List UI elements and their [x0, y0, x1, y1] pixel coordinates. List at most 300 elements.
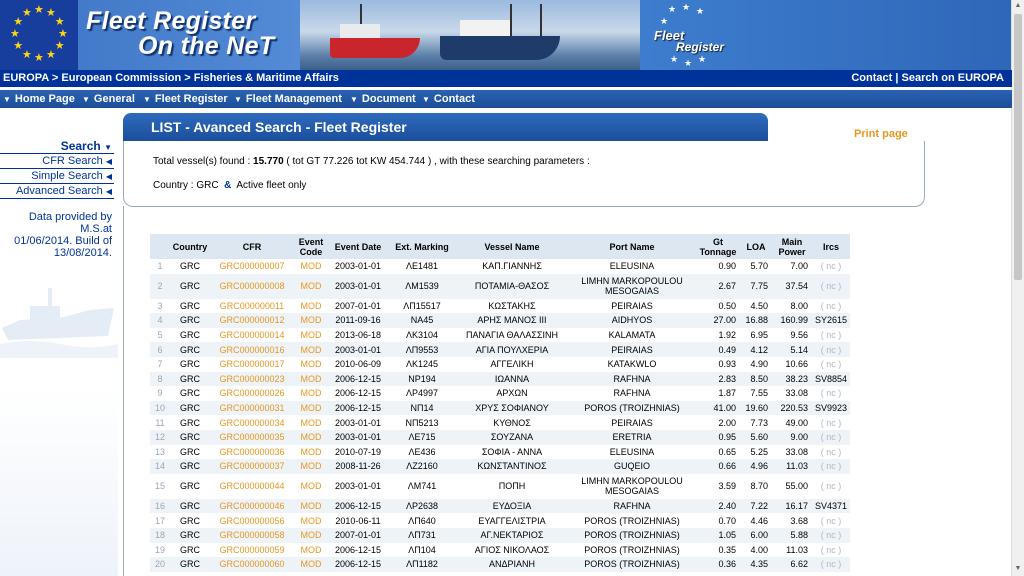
column-header: Ircs: [812, 234, 850, 259]
nav-general[interactable]: [82, 90, 135, 109]
row-number: 20: [150, 557, 170, 572]
table-cell: ΣΟΥΖΑΝΑ: [456, 430, 568, 445]
row-number: 12: [150, 430, 170, 445]
table-cell: ΠΟΠΗ: [498, 481, 526, 492]
table-cell: ΣΟΦΙΑ - ΑΝΝΑ: [481, 446, 543, 457]
event-code-link[interactable]: MOD: [300, 544, 322, 555]
table-cell: 0.70: [718, 515, 736, 526]
table-cell: 41.00: [696, 401, 740, 416]
table-cell: ( nc ): [820, 388, 842, 399]
fleet-logo-text: Fleet: [654, 28, 685, 43]
eu-star-icon: ★: [22, 7, 32, 20]
banner-title-line2: On the NeT: [138, 32, 275, 60]
table-cell: SV9923: [812, 401, 850, 416]
print-page-link[interactable]: Print page: [854, 128, 908, 140]
scroll-up-icon[interactable]: ▲: [1014, 2, 1022, 9]
table-row: [150, 415, 850, 430]
row-number: 8: [150, 372, 170, 387]
table-cell: 5.60: [740, 430, 772, 445]
breadcrumb-europa[interactable]: EUROPA: [3, 72, 49, 84]
table-row: [150, 357, 850, 372]
event-code-link[interactable]: MOD: [294, 313, 328, 328]
sidebar-item-label: Advanced Search: [15, 185, 103, 197]
star-icon: ★: [684, 58, 693, 68]
eu-star-icon: ★: [13, 40, 24, 52]
column-header: Ext. Marking: [388, 234, 456, 259]
table-cell: GRC: [170, 401, 210, 416]
table-cell: ERETRIA: [568, 430, 696, 445]
table-cell: POROS (TROIZHNIAS): [584, 515, 680, 526]
search-summary: [123, 141, 925, 207]
table-cell: ΛΜ1539: [388, 274, 456, 299]
table-cell: GRC: [170, 557, 210, 572]
table-cell: 0.50: [718, 300, 736, 311]
table-cell: AIDHYOS: [568, 313, 696, 328]
row-number: 6: [150, 342, 170, 357]
column-header: Port Name: [568, 234, 696, 259]
table-cell: 8.00: [790, 300, 808, 311]
table-cell: ( nc ): [820, 300, 842, 311]
table-cell: 2.00: [718, 417, 736, 428]
table-cell: 2003-01-01: [328, 430, 388, 445]
table-cell: GRC: [180, 515, 200, 526]
table-cell: ΚΩΝΣΤΑΝΤΙΝΟΣ: [456, 459, 568, 474]
event-code-link[interactable]: MOD: [300, 300, 322, 311]
cfr-link[interactable]: GRC000000035: [210, 430, 294, 445]
menu-arrow-icon: ▼: [234, 95, 242, 104]
table-cell: ( nc ): [820, 330, 842, 341]
cfr-link[interactable]: GRC000000058: [210, 528, 294, 543]
cfr-link[interactable]: GRC000000008: [210, 274, 294, 299]
table-cell: 33.08: [785, 446, 808, 457]
cfr-link[interactable]: GRC000000026: [219, 388, 285, 399]
cfr-link[interactable]: GRC000000016: [210, 342, 294, 357]
row-number: 4: [150, 313, 170, 328]
table-cell: 2006-12-15: [334, 388, 382, 399]
eu-star-icon: ★: [34, 52, 44, 64]
table-cell: 4.46: [750, 515, 768, 526]
table-cell: GRC: [180, 388, 200, 399]
breadcrumb-sep: >: [184, 72, 191, 84]
table-cell: ( nc ): [812, 557, 850, 572]
table-cell: ( nc ): [812, 528, 850, 543]
breadcrumb: [3, 70, 339, 87]
param-country: Country : GRC: [153, 180, 219, 191]
table-cell: POROS (TROIZHNIAS): [568, 401, 696, 416]
table-cell: ( nc ): [812, 342, 850, 357]
table-cell: 6.00: [740, 528, 772, 543]
table-cell: PEIRAIAS: [611, 300, 653, 311]
event-code-link[interactable]: MOD: [294, 557, 328, 572]
table-cell: 49.00: [785, 417, 808, 428]
table-cell: 8.70: [750, 481, 768, 492]
table-cell: GRC: [170, 528, 210, 543]
column-header: LOA: [740, 234, 772, 259]
table-cell: 2003-01-01: [328, 342, 388, 357]
table-cell: PEIRAIAS: [568, 342, 696, 357]
table-cell: 3.59: [718, 481, 736, 492]
scrollbar-thumb[interactable]: [1014, 14, 1022, 280]
event-code-link[interactable]: MOD: [300, 417, 322, 428]
table-cell: 2.40: [696, 499, 740, 514]
cfr-link[interactable]: GRC000000007: [219, 261, 285, 272]
nav-fleet-management[interactable]: [234, 90, 342, 109]
table-cell: 7.22: [740, 499, 772, 514]
table-cell: RAFHNA: [613, 388, 651, 399]
eu-star-icon: ★: [54, 16, 65, 28]
fishing-boats-image: [300, 0, 640, 70]
results-count: [153, 156, 590, 167]
table-cell: 2007-01-01: [334, 300, 382, 311]
column-header: Main Power: [772, 234, 812, 259]
table-row: [150, 401, 850, 416]
note-line: 13/08/2014.: [53, 247, 112, 259]
event-code-link[interactable]: MOD: [300, 446, 322, 457]
table-row: [150, 445, 850, 460]
table-cell: ΠΟΤΑΜΙΑ-ΘΑΣΟΣ: [456, 274, 568, 299]
table-cell: 0.65: [718, 446, 736, 457]
table-cell: 4.35: [740, 557, 772, 572]
event-code-link[interactable]: MOD: [300, 481, 322, 492]
eu-star-icon: ★: [22, 48, 32, 61]
table-cell: ΛΠ104: [408, 544, 436, 555]
eu-flag-icon: [0, 0, 78, 70]
sidebar-item-cfr-search[interactable]: [42, 155, 112, 167]
table-header-row: [150, 234, 850, 259]
site-banner: [0, 0, 1012, 70]
sidebar-search-heading[interactable]: [61, 139, 112, 153]
page-title-text: LIST - Avanced Search - Fleet Register: [151, 119, 407, 135]
table-cell: ΑΓ.ΝΕΚΤΑΡΙΟΣ: [456, 528, 568, 543]
table-cell: POROS (TROIZHNIAS): [584, 544, 680, 555]
nav-home-label: Home Page: [14, 93, 75, 105]
table-row: [150, 274, 850, 299]
column-header: Country: [170, 234, 210, 259]
table-cell: ΙΩΑΝΝΑ: [456, 372, 568, 387]
table-cell: GRC: [170, 342, 210, 357]
menu-arrow-icon: ▼: [422, 95, 430, 104]
table-cell: 2008-11-26: [328, 459, 388, 474]
table-cell: 10.66: [785, 359, 808, 370]
star-icon: ★: [668, 4, 677, 14]
europa-bar: [0, 70, 1012, 87]
row-number: 10: [150, 401, 170, 416]
table-cell: 11.03: [786, 544, 808, 555]
fleet-register-logo: [648, 0, 738, 70]
nav-fleet-register[interactable]: [143, 90, 228, 109]
table-row: [150, 328, 850, 343]
row-number: 18: [150, 528, 170, 543]
chevron-left-icon: ◀: [105, 157, 112, 166]
table-cell: GRC: [170, 274, 210, 299]
table-cell: 4.12: [740, 342, 772, 357]
event-code-link[interactable]: MOD: [300, 388, 322, 399]
eu-star-icon: ★: [34, 4, 44, 16]
event-code-link[interactable]: MOD: [294, 528, 328, 543]
table-cell: KATAKWLO: [607, 359, 657, 370]
table-cell: 2010-06-09: [334, 359, 382, 370]
results-table: [150, 234, 850, 572]
star-icon: ★: [670, 54, 679, 64]
table-cell: GRC: [180, 261, 200, 272]
contact-link[interactable]: Contact: [851, 72, 893, 84]
cfr-link[interactable]: GRC000000046: [210, 499, 294, 514]
table-cell: 5.14: [772, 342, 812, 357]
cfr-link[interactable]: GRC000000059: [219, 544, 285, 555]
cfr-link[interactable]: GRC000000034: [219, 417, 285, 428]
event-code-link[interactable]: MOD: [294, 499, 328, 514]
divider: [0, 153, 114, 154]
table-cell: PEIRAIAS: [611, 417, 653, 428]
table-cell: SV8854: [812, 372, 850, 387]
table-cell: 160.99: [772, 313, 812, 328]
breadcrumb-commission[interactable]: European Commission: [61, 72, 182, 84]
table-cell: GRC: [180, 300, 200, 311]
chevron-left-icon: ◀: [105, 187, 112, 196]
table-cell: GRC: [170, 459, 210, 474]
table-cell: 1.92: [718, 330, 736, 341]
table-cell: ΝΑ45: [388, 313, 456, 328]
table-cell: ΑΓΓΕΛΙΚΗ: [490, 359, 534, 370]
row-number: 16: [150, 499, 170, 514]
table-cell: ΛΕ436: [408, 446, 436, 457]
star-icon: ★: [682, 2, 691, 12]
event-code-link[interactable]: MOD: [294, 430, 328, 445]
table-cell: 0.93: [718, 359, 736, 370]
table-cell: ΝΠ14: [388, 401, 456, 416]
nav-fleet-register-label: Fleet Register: [154, 93, 228, 105]
table-cell: 11.03: [772, 459, 812, 474]
cfr-link[interactable]: GRC000000011: [219, 300, 285, 311]
table-row: [150, 513, 850, 528]
table-cell: ΛΡ4997: [405, 388, 439, 399]
table-cell: 9.56: [790, 330, 808, 341]
menu-arrow-icon: ▼: [3, 95, 11, 104]
cfr-link[interactable]: GRC000000012: [210, 313, 294, 328]
table-cell: KALAMATA: [608, 330, 656, 341]
table-cell: ΚΩΣΤΑΚΗΣ: [488, 300, 536, 311]
table-cell: ΛΚ1245: [405, 359, 439, 370]
table-cell: 0.66: [696, 459, 740, 474]
column-header: Gt Tonnage: [696, 234, 740, 259]
event-code-link[interactable]: MOD: [294, 459, 328, 474]
results-prefix: Total vessel(s) found :: [153, 156, 254, 167]
sidebar-item-advanced-search[interactable]: [16, 185, 112, 197]
table-cell: ΑΝΔΡΙΑΝΗ: [456, 557, 568, 572]
table-cell: ΑΡΧΩΝ: [496, 388, 528, 399]
eu-star-icon: ★: [54, 40, 65, 52]
top-links: [851, 70, 1004, 87]
eu-star-icon: ★: [58, 28, 68, 40]
search-europa-link[interactable]: Search on EUROPA: [901, 72, 1004, 84]
cfr-link[interactable]: GRC000000037: [210, 459, 294, 474]
table-cell: 4.90: [750, 359, 768, 370]
table-cell: ΛΠ15517: [403, 300, 441, 311]
table-cell: 2006-12-15: [328, 372, 388, 387]
param-amp: &: [224, 180, 232, 191]
table-cell: 5.88: [772, 528, 812, 543]
table-cell: 6.62: [772, 557, 812, 572]
table-cell: LIMHN MARKOPOULOU MESOGAIAS: [568, 274, 696, 299]
column-header: [150, 234, 170, 259]
table-cell: 2003-01-01: [328, 274, 388, 299]
table-cell: 19.60: [740, 401, 772, 416]
table-cell: 2010-07-19: [334, 446, 382, 457]
table-cell: ΚΑΠ.ΓΙΑΝΝΗΣ: [482, 261, 542, 272]
table-cell: POROS (TROIZHNIAS): [568, 528, 696, 543]
table-row: [150, 528, 850, 543]
breadcrumb-sep: >: [51, 72, 59, 84]
star-icon: ★: [698, 54, 707, 64]
table-cell: 5.25: [750, 446, 768, 457]
table-cell: ΧΡΥΣ ΣΟΦΙΑΝΟΥ: [456, 401, 568, 416]
cfr-link[interactable]: GRC000000060: [210, 557, 294, 572]
cfr-link[interactable]: GRC000000044: [219, 481, 285, 492]
table-cell: 55.00: [785, 481, 808, 492]
table-cell: ΝΡ194: [388, 372, 456, 387]
table-cell: 16.17: [772, 499, 812, 514]
results-suffix: ( tot GT 77.226 tot KW 454.744 ) , with these searching parameters :: [283, 156, 590, 167]
table-cell: 0.95: [696, 430, 740, 445]
data-provided-note: [0, 211, 112, 259]
menu-arrow-icon: ▼: [82, 95, 90, 104]
table-cell: 7.55: [750, 388, 768, 399]
table-cell: ΛΠ1182: [388, 557, 456, 572]
table-cell: 2007-01-01: [328, 528, 388, 543]
table-cell: ΕΥΑΓΓΕΛΙΣΤΡΙΑ: [478, 515, 546, 526]
note-line: Data provided by M.S.at: [28, 211, 112, 235]
table-cell: 2006-12-15: [328, 401, 388, 416]
table-cell: ELEUSINA: [609, 446, 655, 457]
sidebar-item-label: CFR Search: [42, 155, 103, 167]
blue-boat-icon: [440, 36, 560, 60]
table-cell: 7.73: [750, 417, 768, 428]
sidebar-heading-label: Search: [60, 139, 101, 153]
table-cell: 37.54: [772, 274, 812, 299]
row-number: 11: [155, 417, 165, 428]
event-code-link[interactable]: MOD: [294, 342, 328, 357]
table-cell: LIMHN MARKOPOULOU MESOGAIAS: [581, 476, 683, 497]
table-cell: 2003-01-01: [334, 417, 382, 428]
table-cell: GRC: [180, 330, 200, 341]
table-cell: ΛΡ2638: [388, 499, 456, 514]
event-code-link[interactable]: MOD: [294, 401, 328, 416]
sidebar-item-simple-search[interactable]: [31, 170, 112, 182]
table-row: [150, 543, 850, 558]
table-cell: ( nc ): [820, 446, 842, 457]
table-cell: 27.00: [696, 313, 740, 328]
event-code-link[interactable]: MOD: [300, 330, 322, 341]
table-cell: 5.70: [750, 261, 768, 272]
event-code-link[interactable]: MOD: [300, 359, 322, 370]
table-cell: ΑΓΙΟΣ ΝΙΚΟΛΑΟΣ: [474, 544, 550, 555]
row-number: 7: [157, 359, 163, 370]
table-row: [150, 342, 850, 357]
table-cell: ΛΚ3104: [405, 330, 439, 341]
table-cell: SV4371: [812, 499, 850, 514]
row-number: 2: [150, 274, 170, 299]
event-code-link[interactable]: MOD: [300, 515, 322, 526]
table-cell: ΠΑΝΑΓΙΑ ΘΑΛΑΣΣΙΝΗ: [466, 330, 558, 341]
table-cell: RAFHNA: [568, 372, 696, 387]
table-cell: 220.53: [772, 401, 812, 416]
vertical-scrollbar[interactable]: [1011, 0, 1024, 576]
table-cell: 2006-12-15: [334, 544, 382, 555]
table-cell: ΑΡΗΣ ΜΑΝΟΣ ΙΙΙ: [456, 313, 568, 328]
chevron-left-icon: ◀: [105, 172, 112, 181]
breadcrumb-fisheries[interactable]: Fisheries & Maritime Affairs: [193, 72, 339, 84]
table-cell: ( nc ): [820, 515, 842, 526]
table-cell: 2.83: [696, 372, 740, 387]
table-cell: 2010-06-11: [335, 515, 381, 526]
table-cell: ( nc ): [820, 544, 842, 555]
table-cell: 0.35: [718, 544, 736, 555]
cfr-link[interactable]: GRC000000017: [219, 359, 285, 370]
event-code-link[interactable]: MOD: [300, 261, 322, 272]
menu-arrow-icon: ▼: [350, 95, 358, 104]
table-cell: ΛΕ715: [388, 430, 456, 445]
divider: [0, 183, 114, 184]
eu-star-icon: ★: [46, 48, 56, 61]
cfr-link[interactable]: GRC000000023: [210, 372, 294, 387]
column-header: Vessel Name: [456, 234, 568, 259]
table-cell: 3.68: [790, 515, 808, 526]
event-code-link[interactable]: MOD: [294, 372, 328, 387]
table-cell: 38.23: [772, 372, 812, 387]
nav-home[interactable]: [3, 90, 75, 109]
table-cell: SY2615: [812, 313, 850, 328]
table-cell: ΑΓΙΑ ΠΟΥΛΧΕΡΙΑ: [456, 342, 568, 357]
nav-document-label: Document: [361, 93, 416, 105]
table-cell: 1.87: [718, 388, 736, 399]
table-cell: ΛΕ1481: [405, 261, 439, 272]
table-cell: ( nc ): [820, 261, 842, 272]
cfr-link[interactable]: GRC000000056: [219, 515, 285, 526]
cfr-link[interactable]: GRC000000031: [210, 401, 294, 416]
eu-star-icon: ★: [10, 28, 20, 40]
table-row: [150, 313, 850, 328]
table-cell: ΛΜ741: [407, 481, 437, 492]
table-row: [150, 557, 850, 572]
search-params: [153, 180, 306, 191]
table-row: [150, 499, 850, 514]
table-cell: ΛΠ640: [408, 515, 436, 526]
nav-contact[interactable]: [422, 90, 475, 109]
cfr-link[interactable]: GRC000000036: [219, 446, 285, 457]
row-number: 15: [154, 481, 165, 492]
event-code-link[interactable]: MOD: [294, 274, 328, 299]
row-number: 5: [157, 330, 163, 341]
table-cell: 7.00: [790, 261, 808, 272]
table-cell: ΛΖ2160: [388, 459, 456, 474]
table-cell: ( nc ): [812, 430, 850, 445]
table-cell: 2.67: [696, 274, 740, 299]
row-number: 9: [157, 388, 163, 399]
cfr-link[interactable]: GRC000000014: [219, 330, 285, 341]
eu-star-icon: ★: [46, 7, 56, 20]
row-number: 13: [154, 446, 165, 457]
mast-icon: [540, 4, 542, 40]
table-cell: POROS (TROIZHNIAS): [568, 557, 696, 572]
nav-document[interactable]: [350, 90, 416, 109]
table-row: [150, 459, 850, 474]
table-cell: ΚΥΘΝΟΣ: [493, 417, 531, 428]
table-cell: 8.50: [740, 372, 772, 387]
table-cell: ( nc ): [812, 274, 850, 299]
table-cell: 4.50: [750, 300, 768, 311]
row-number: 19: [154, 544, 165, 555]
scroll-down-icon[interactable]: ▼: [1014, 565, 1022, 572]
